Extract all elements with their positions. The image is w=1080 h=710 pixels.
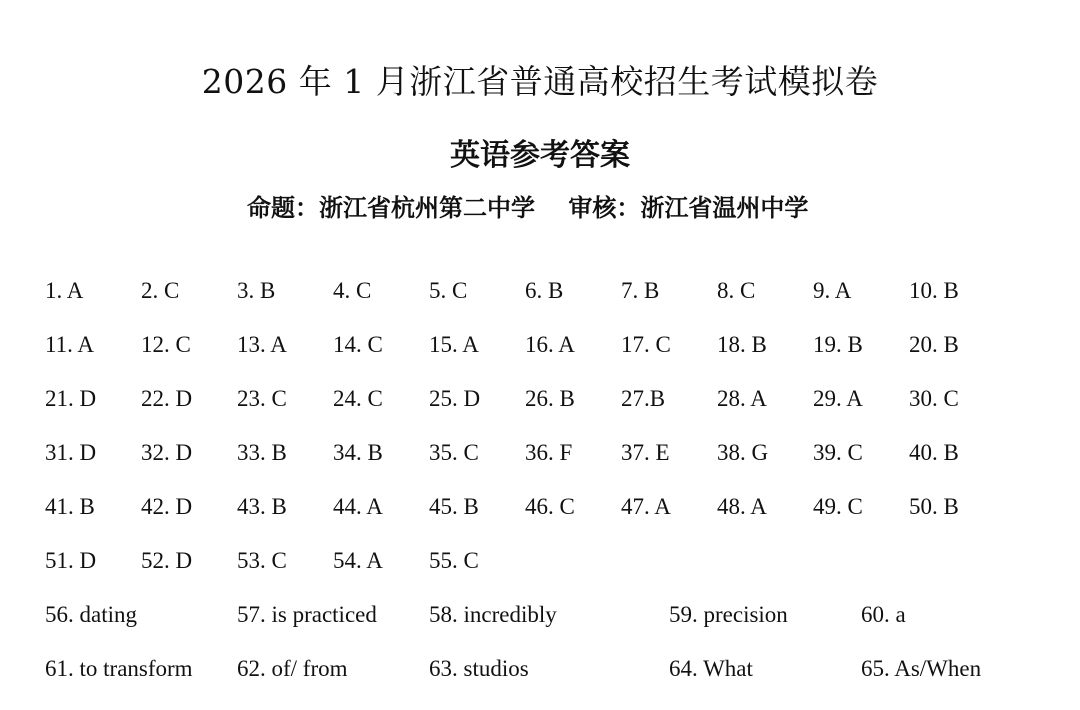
answer-item: 51. D: [45, 548, 97, 573]
answer-item: 40. B: [909, 440, 959, 465]
answer-item: 8. C: [717, 278, 756, 303]
answer-item: 54. A: [333, 548, 383, 573]
answer-item: 18. B: [717, 332, 767, 357]
answer-item: 15. A: [429, 332, 479, 357]
answer-item: 37. E: [621, 440, 670, 465]
answer-item: 49. C: [813, 494, 863, 519]
answer-item: 21. D: [45, 386, 97, 411]
page-title: 2026 年 1 月浙江省普通高校招生考试模拟卷: [201, 62, 879, 101]
answer-row: [45, 494, 1055, 548]
answer-item: 5. C: [429, 278, 468, 303]
fill-answer-item: 59. precision: [669, 602, 788, 627]
answer-item: 53. C: [237, 548, 287, 573]
credits-line: 命题：浙江省杭州第二中学 审核：浙江省温州中学: [247, 194, 809, 222]
fill-answer-item: 64. What: [669, 656, 753, 681]
answer-item: 3. B: [237, 278, 276, 303]
answer-item: 38. G: [717, 440, 769, 465]
fill-answer-item: 56. dating: [45, 602, 137, 627]
answer-item: 41. B: [45, 494, 95, 519]
answer-item: 39. C: [813, 440, 863, 465]
page-subtitle: 英语参考答案: [450, 138, 630, 173]
fill-answer-row: [45, 602, 1055, 656]
answer-item: 27.B: [621, 386, 666, 411]
answer-item: 13. A: [237, 332, 287, 357]
answer-item: 52. D: [141, 548, 193, 573]
answer-item: 11. A: [45, 332, 94, 357]
fill-answer-item: 62. of/ from: [237, 656, 348, 681]
fill-answer-item: 61. to transform: [45, 656, 193, 681]
answer-item: 10. B: [909, 278, 959, 303]
answer-row: [45, 278, 1055, 332]
answer-item: 47. A: [621, 494, 671, 519]
answer-item: 25. D: [429, 386, 481, 411]
answer-item: 14. C: [333, 332, 383, 357]
multiple-choice-answers: [45, 278, 1055, 602]
answer-item: 48. A: [717, 494, 767, 519]
fill-answer-item: 57. is practiced: [237, 602, 377, 627]
answer-item: 6. B: [525, 278, 564, 303]
answer-item: 35. C: [429, 440, 479, 465]
answer-item: 33. B: [237, 440, 287, 465]
answer-item: 1. A: [45, 278, 84, 303]
answer-item: 16. A: [525, 332, 575, 357]
answer-item: 24. C: [333, 386, 383, 411]
answer-item: 9. A: [813, 278, 852, 303]
answer-row: [45, 548, 1055, 602]
fill-answer-row: [45, 656, 1055, 710]
answer-item: 36. F: [525, 440, 573, 465]
answer-row: [45, 386, 1055, 440]
answer-item: 7. B: [621, 278, 660, 303]
fill-answer-item: 63. studios: [429, 656, 529, 681]
answer-item: 55. C: [429, 548, 479, 573]
answer-item: 34. B: [333, 440, 383, 465]
answer-item: 46. C: [525, 494, 575, 519]
answer-item: 29. A: [813, 386, 863, 411]
answer-item: 50. B: [909, 494, 959, 519]
fill-answer-item: 65. As/When: [861, 656, 982, 681]
answer-item: 17. C: [621, 332, 671, 357]
fill-answer-item: 60. a: [861, 602, 906, 627]
answer-row: [45, 440, 1055, 494]
answer-item: 30. C: [909, 386, 959, 411]
answer-item: 23. C: [237, 386, 287, 411]
answer-item: 20. B: [909, 332, 959, 357]
answer-row: [45, 332, 1055, 386]
answer-item: 22. D: [141, 386, 193, 411]
answer-item: 31. D: [45, 440, 97, 465]
answer-item: 28. A: [717, 386, 767, 411]
answer-item: 2. C: [141, 278, 180, 303]
answer-item: 19. B: [813, 332, 863, 357]
answer-item: 26. B: [525, 386, 575, 411]
fill-in-answers: [45, 602, 1055, 710]
answer-item: 43. B: [237, 494, 287, 519]
fill-answer-item: 58. incredibly: [429, 602, 557, 627]
answer-item: 45. B: [429, 494, 479, 519]
answer-grid: [45, 278, 1055, 710]
answer-item: 32. D: [141, 440, 193, 465]
answer-item: 4. C: [333, 278, 372, 303]
answer-item: 42. D: [141, 494, 193, 519]
answer-item: 12. C: [141, 332, 191, 357]
answer-item: 44. A: [333, 494, 383, 519]
